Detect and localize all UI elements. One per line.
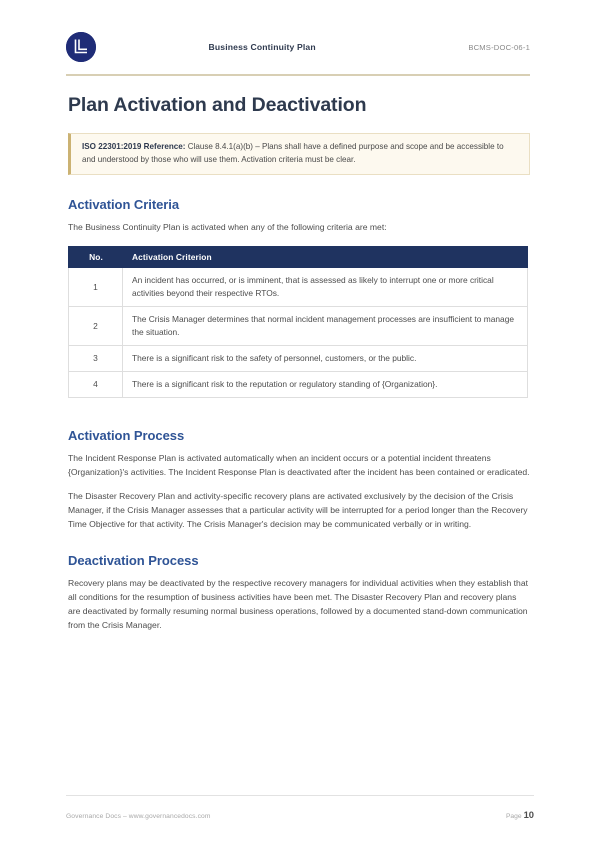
section-heading-activation-criteria: Activation Criteria (68, 197, 180, 213)
iso-reference-label: ISO 22301:2019 Reference: (82, 141, 186, 151)
table-header-row (69, 247, 528, 268)
header-divider (66, 74, 530, 76)
activation-criteria-table (68, 246, 528, 398)
table-row (69, 346, 528, 372)
table-row (69, 372, 528, 398)
table-row (69, 268, 528, 307)
footer-page-number: 10 (523, 809, 534, 820)
footer-page-label: Page (505, 813, 522, 820)
iso-reference-text (82, 141, 519, 167)
cell-criterion: There is a significant risk to the safety of personnel, customers, or the public. (123, 346, 528, 372)
page-content (70, 30, 530, 633)
activation-process-paragraph-1: The Incident Response Plan is activated automatically when an incident occurs or a potential incident threatens {Organization}'s activities. The Incident Response Plan is deactivated after the incident has been contained or eradicated. (68, 453, 530, 478)
cell-no: 1 (69, 268, 123, 307)
deactivation-process-paragraph-1: Recovery plans may be deactivated by the respective recovery managers for individual activities when they establish that all conditions for the resumption of business activities have been met. The Disaster Recovery Plan and recovery plans are deactivated by formally resuming normal business operations, followed by a documented stand-down communication from the Crisis Manager. (68, 578, 529, 630)
footer-page-indicator (506, 809, 534, 820)
column-header-criterion: Activation Criterion (123, 247, 528, 268)
activation-criteria-intro: The Business Continuity Plan is activated when any of the following criteria are met: (68, 222, 387, 233)
document-footer (66, 795, 534, 820)
section-heading-deactivation-process: Deactivation Process (68, 553, 199, 569)
footer-row (66, 809, 534, 820)
header-document-title: Business Continuity Plan (208, 42, 316, 52)
iso-reference-body: Clause 8.4.1(a)(b) – Plans shall have a defined purpose and scope and be accessible to and understood by those who will use them. Activation criteria must be clear. (82, 141, 504, 164)
footer-divider (66, 795, 534, 796)
cell-no: 4 (69, 372, 123, 398)
page-title: Plan Activation and Deactivation (68, 93, 367, 116)
footer-attribution: Governance Docs – www.governancedocs.com (66, 813, 211, 820)
table-row (69, 307, 528, 346)
table-head (69, 247, 528, 268)
cell-criterion: There is a significant risk to the reputation or regulatory standing of {Organization}. (123, 372, 528, 398)
column-header-no: No. (69, 247, 123, 268)
cell-no: 2 (69, 307, 123, 346)
iso-reference-callout (68, 133, 530, 176)
activation-process-paragraph-2: The Disaster Recovery Plan and activity-specific recovery plans are activated exclusively by the decision of the Crisis Manager, if the Crisis Manager assesses that a particular activity will be interrupted for a period longer than the Recovery Time Objective for that activity. The Crisis Manager's decision may be communicated verbally or in writing. (68, 491, 528, 530)
cell-criterion: The Crisis Manager determines that normal incident management processes are insufficient to manage the situation. (123, 307, 528, 346)
section-heading-activation-process: Activation Process (68, 428, 185, 444)
cell-no: 3 (69, 346, 123, 372)
table-body (69, 268, 528, 398)
cell-criterion: An incident has occurred, or is imminent, that is assessed as likely to interrupt one or more critical activities beyond their respective RTOs. (123, 268, 528, 307)
company-logo-icon (66, 32, 96, 62)
header-document-code: BCMS-DOC-06-1 (468, 42, 530, 52)
document-header (66, 30, 530, 64)
